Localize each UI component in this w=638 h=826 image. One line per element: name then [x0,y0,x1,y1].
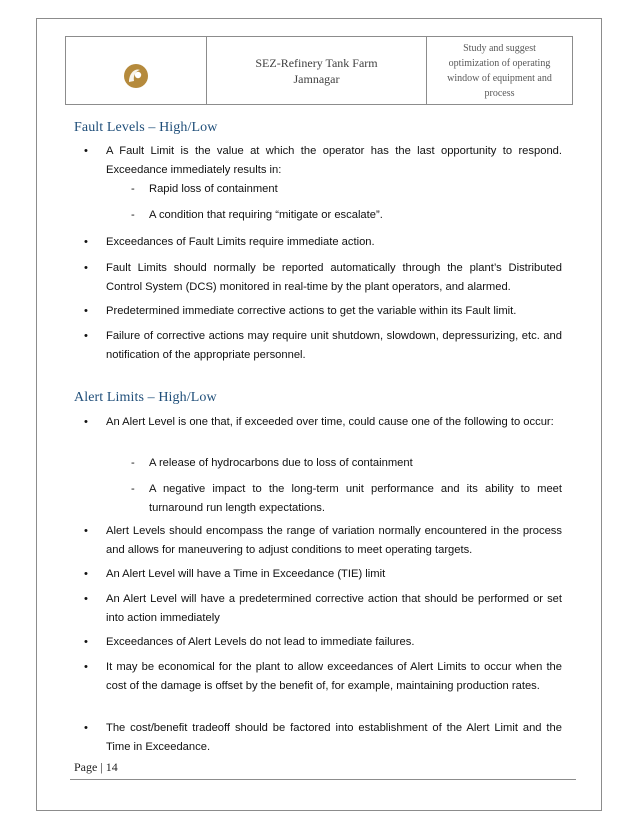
header-title-line2: Jamnagar [293,71,340,86]
alert-subitem-1: A release of hydrocarbons due to loss of containment [149,457,413,469]
header-note-line2: optimization of operating [448,57,551,69]
alert-item-5: Exceedances of Alert Levels do not lead to immediate failures. [106,636,415,648]
fault-item-1: A Fault Limit is the value at which the operator has the last opportunity to respond. Exceedance immediately results in: [106,145,562,176]
alert-subitem-2: A negative impact to the long-term unit performance and its ability to meet turnaround run length expectations. [149,483,562,514]
fault-subitem-2: A condition that requiring “mitigate or escalate”. [149,209,383,221]
fault-item-3: Fault Limits should normally be reported automatically through the plant’s Distributed Control System (DCS) monitored in real-time by the plant operators, and alarmed. [106,262,562,293]
header-title-line1: SEZ-Refinery Tank Farm [255,55,378,70]
fault-item-2: Exceedances of Fault Limits require immediate action. [106,236,375,248]
header-note-line3: window of equipment and [447,72,552,84]
alert-item-2: Alert Levels should encompass the range of variation normally encountered in the process and allows for maneuvering to adjust conditions to meet operating targets. [106,525,562,556]
bullet-glyph: • [84,145,88,157]
dash-glyph: - [131,483,135,495]
alert-item-4: An Alert Level will have a predetermined corrective action that should be performed or set into action immediately [106,593,562,624]
bullet-glyph: • [84,722,88,734]
alert-item-1: An Alert Level is one that, if exceeded over time, could cause one of the following to occur: [106,416,554,428]
bullet-glyph: • [84,661,88,673]
section-heading-fault-levels: Fault Levels – High/Low [74,120,218,135]
bullet-glyph: • [84,416,88,428]
bullet-glyph: • [84,305,88,317]
bullet-glyph: • [84,262,88,274]
header-note-line1: Study and suggest [463,42,536,54]
fault-item-5: Failure of corrective actions may require unit shutdown, slowdown, depressurizing, etc. and notification of the appropriate personnel. [106,330,562,361]
fault-subitem-1: Rapid loss of containment [149,183,278,195]
bullet-glyph: • [84,525,88,537]
dash-glyph: - [131,209,135,221]
alert-item-7: The cost/benefit tradeoff should be factored into establishment of the Alert Limit and the Time in Exceedance. [106,722,562,753]
bullet-glyph: • [84,593,88,605]
bullet-glyph: • [84,236,88,248]
alert-item-6: It may be economical for the plant to allow exceedances of Alert Limits to occur when the cost of the damage is offset by the benefit of, for example, maintaining production rates. [106,661,562,692]
bullet-glyph: • [84,568,88,580]
section-heading-alert-limits: Alert Limits – High/Low [74,390,217,405]
header-note-line4: process [484,87,515,99]
bullet-glyph: • [84,330,88,342]
dash-glyph: - [131,183,135,195]
page-number: Page | 14 [74,760,118,774]
footer-rule [70,779,576,780]
dash-glyph: - [131,457,135,469]
bullet-glyph: • [84,636,88,648]
fault-item-4: Predetermined immediate corrective actions to get the variable within its Fault limit. [106,305,517,317]
alert-item-3: An Alert Level will have a Time in Exceedance (TIE) limit [106,568,386,580]
